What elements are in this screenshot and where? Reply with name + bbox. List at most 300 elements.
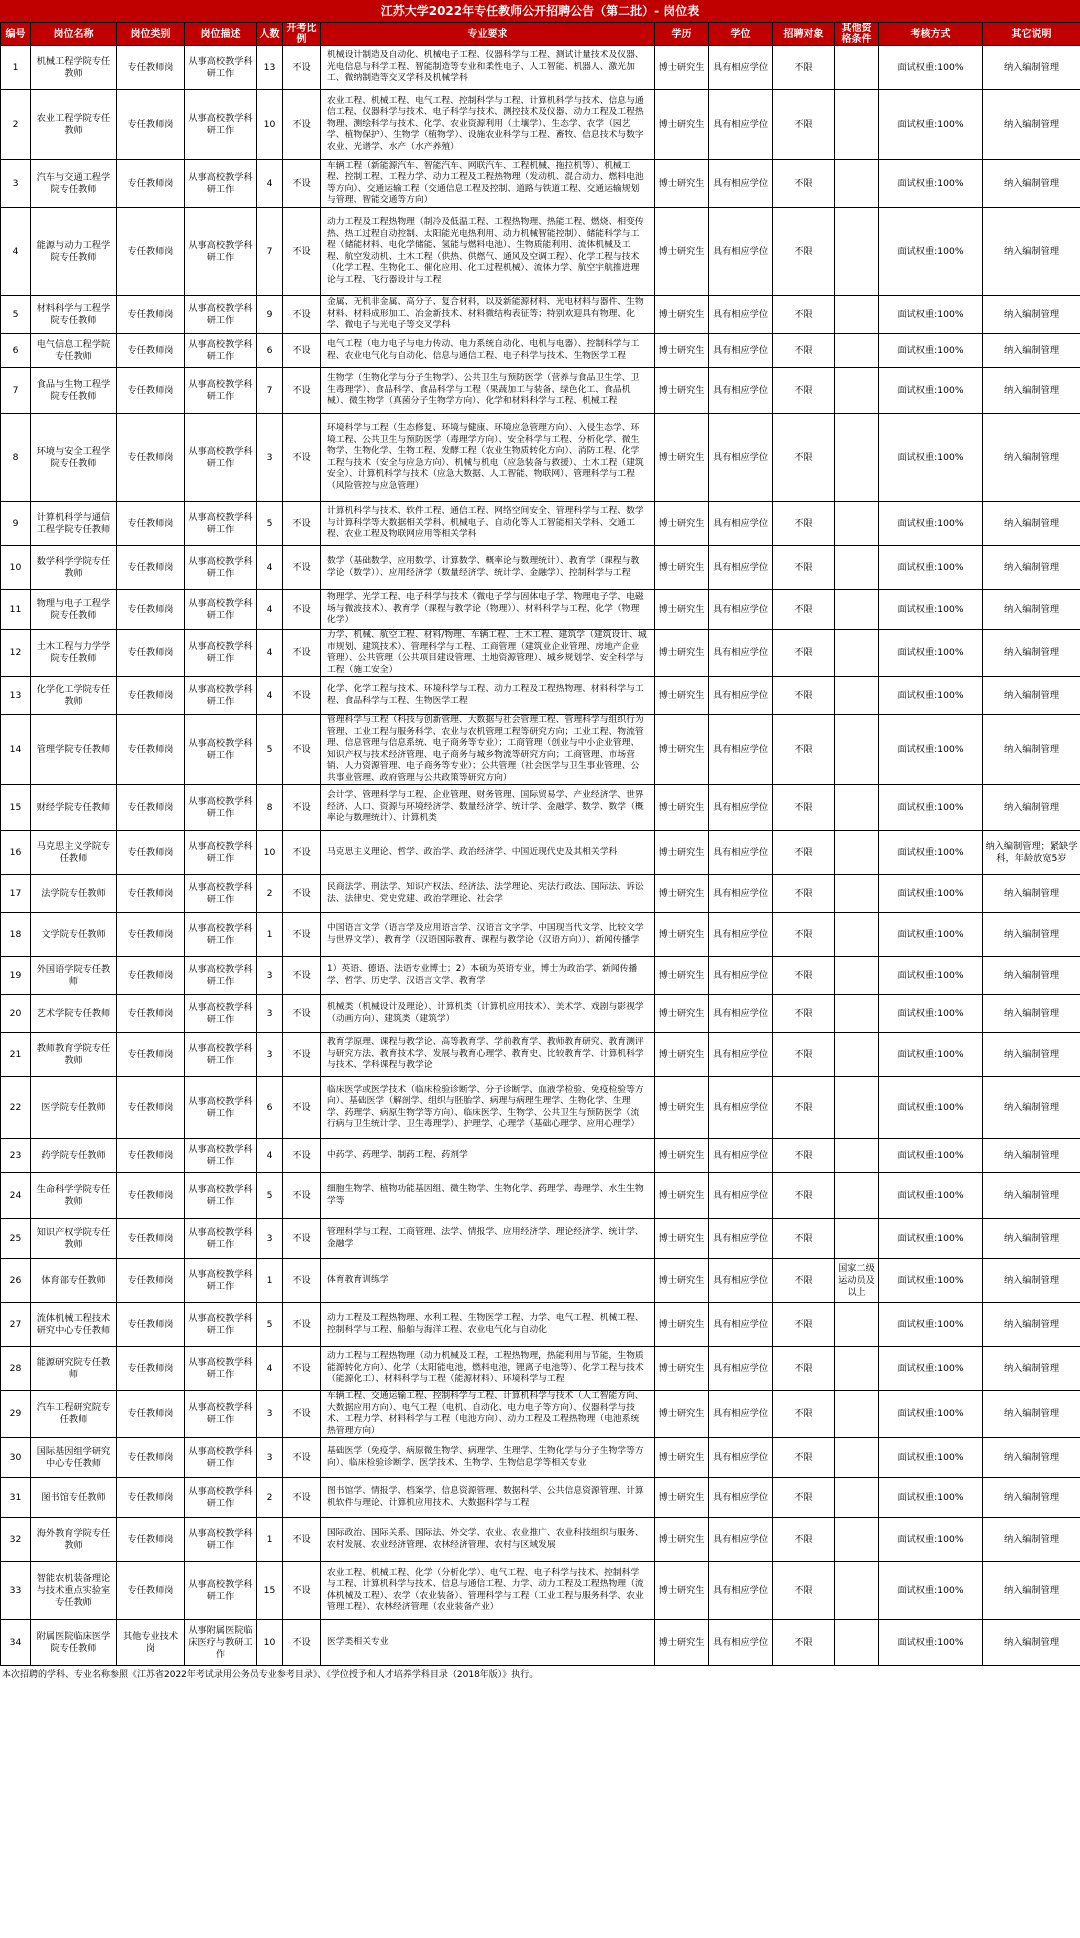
cell-target: 不限 <box>773 590 835 630</box>
cell-headcount: 4 <box>257 590 283 630</box>
cell-target: 不限 <box>773 1077 835 1139</box>
cell-remarks: 纳入编制管理 <box>983 1347 1080 1391</box>
cell-education: 博士研究生 <box>655 785 709 831</box>
cell-position-name: 食品与生物工程学院专任教师 <box>31 368 117 414</box>
cell-number: 14 <box>1 715 31 785</box>
cell-position-name: 药学院专任教师 <box>31 1139 117 1173</box>
cell-description: 从事高校教学科研工作 <box>185 1478 257 1518</box>
cell-target: 不限 <box>773 1173 835 1219</box>
cell-position-name: 能源研究院专任教师 <box>31 1347 117 1391</box>
cell-degree: 具有相应学位 <box>709 1478 773 1518</box>
cell-major-requirement: 马克思主义理论、哲学、政治学、政治经济学、中国近现代史及其相关学科 <box>321 831 655 875</box>
table-row <box>1 296 1080 334</box>
cell-major-requirement: 体育教育训练学 <box>321 1259 655 1303</box>
cell-major-requirement: 医学类相关专业 <box>321 1620 655 1666</box>
cell-description: 从事高校教学科研工作 <box>185 630 257 677</box>
cell-number: 23 <box>1 1139 31 1173</box>
table-title: 江苏大学2022年专任教师公开招聘公告（第二批）- 岗位表 <box>0 0 1080 22</box>
cell-degree: 具有相应学位 <box>709 1077 773 1139</box>
cell-target: 不限 <box>773 160 835 208</box>
cell-major-requirement: 细胞生物学、植物功能基因组、微生物学、生物化学、药理学、毒理学、水生生物学等 <box>321 1173 655 1219</box>
table-row <box>1 1478 1080 1518</box>
cell-description: 从事高校教学科研工作 <box>185 1391 257 1438</box>
cell-headcount: 3 <box>257 1391 283 1438</box>
cell-assessment: 面试权重:100% <box>879 831 983 875</box>
cell-ratio: 不设 <box>283 715 321 785</box>
cell-position-name: 计算机科学与通信工程学院专任教师 <box>31 502 117 546</box>
cell-remarks: 纳入编制管理 <box>983 1033 1080 1077</box>
cell-ratio: 不设 <box>283 208 321 296</box>
cell-assessment: 面试权重:100% <box>879 46 983 90</box>
table-row <box>1 502 1080 546</box>
cell-degree: 具有相应学位 <box>709 46 773 90</box>
cell-other-qualification <box>835 368 879 414</box>
cell-ratio: 不设 <box>283 46 321 90</box>
cell-ratio: 不设 <box>283 1139 321 1173</box>
cell-major-requirement: 管理科学与工程（科技与创新管理、大数据与社会管理工程、管理科学与组织行为管理、工业工程与服务科学、农业与农机管理工程等研究方向；工业工程、物流管理、信息管理与信息系统、电子商务等专业）；工商管理（创业与中小企业管理、知识产权与技术经济管理、电子商务与城乡物流等研究方向；工商管理、市场营销、人力资源管理、电子商务等专业）；公共管理（社会医学与卫生事业管理、公共事业管理、政府管理与公共政策等研究方向） <box>321 715 655 785</box>
cell-ratio: 不设 <box>283 677 321 715</box>
cell-ratio: 不设 <box>283 630 321 677</box>
cell-education: 博士研究生 <box>655 160 709 208</box>
cell-position-name: 国际基因组学研究中心专任教师 <box>31 1438 117 1478</box>
cell-other-qualification <box>835 1620 879 1666</box>
cell-ratio: 不设 <box>283 1620 321 1666</box>
cell-assessment: 面试权重:100% <box>879 1173 983 1219</box>
cell-degree: 具有相应学位 <box>709 630 773 677</box>
cell-assessment: 面试权重:100% <box>879 296 983 334</box>
cell-education: 博士研究生 <box>655 208 709 296</box>
cell-education: 博士研究生 <box>655 1139 709 1173</box>
column-header: 岗位描述 <box>185 23 257 46</box>
cell-target: 不限 <box>773 1518 835 1562</box>
cell-major-requirement: 机械设计制造及自动化、机械电子工程、仪器科学与工程、测试计量技术及仪器、光电信息与科学工程、智能制造等专业和柔性电子、人工智能、机器人、激光加工、微纳制造等交叉学科及机械学科 <box>321 46 655 90</box>
cell-number: 30 <box>1 1438 31 1478</box>
cell-description: 从事高校教学科研工作 <box>185 414 257 502</box>
cell-ratio: 不设 <box>283 913 321 957</box>
cell-position-name: 知识产权学院专任教师 <box>31 1219 117 1259</box>
cell-other-qualification <box>835 46 879 90</box>
cell-ratio: 不设 <box>283 1173 321 1219</box>
cell-ratio: 不设 <box>283 1347 321 1391</box>
cell-assessment: 面试权重:100% <box>879 1478 983 1518</box>
cell-major-requirement: 农业工程、机械工程、化学（分析化学）、电气工程、电子科学与技术、控制科学与工程、计算机科学与技术、信息与通信工程、力学、动力工程及工程热物理（流体机械及工程）、农学（农业装备）、管理科学与工程（工业工程与服务科学、农业管理工程）、农林经济管理（农业装备产业） <box>321 1562 655 1620</box>
cell-degree: 具有相应学位 <box>709 1562 773 1620</box>
cell-ratio: 不设 <box>283 1438 321 1478</box>
cell-target: 不限 <box>773 1562 835 1620</box>
cell-headcount: 3 <box>257 1438 283 1478</box>
cell-degree: 具有相应学位 <box>709 1139 773 1173</box>
cell-major-requirement: 国际政治、国际关系、国际法、外交学、农业、农业推广、农业科技组织与服务、农村发展、农业经济管理、农林经济管理、农村与区域发展 <box>321 1518 655 1562</box>
cell-description: 从事高校教学科研工作 <box>185 208 257 296</box>
cell-number: 28 <box>1 1347 31 1391</box>
cell-category: 专任教师岗 <box>117 913 185 957</box>
cell-other-qualification <box>835 590 879 630</box>
cell-description: 从事高校教学科研工作 <box>185 546 257 590</box>
cell-degree: 具有相应学位 <box>709 1347 773 1391</box>
cell-remarks: 纳入编制管理 <box>983 1391 1080 1438</box>
cell-assessment: 面试权重:100% <box>879 715 983 785</box>
cell-target: 不限 <box>773 546 835 590</box>
cell-position-name: 机械工程学院专任教师 <box>31 46 117 90</box>
cell-remarks: 纳入编制管理 <box>983 1139 1080 1173</box>
cell-remarks: 纳入编制管理 <box>983 1077 1080 1139</box>
cell-category: 专任教师岗 <box>117 90 185 160</box>
cell-assessment: 面试权重:100% <box>879 1391 983 1438</box>
cell-category: 专任教师岗 <box>117 1303 185 1347</box>
cell-position-name: 管理学院专任教师 <box>31 715 117 785</box>
cell-ratio: 不设 <box>283 785 321 831</box>
cell-target: 不限 <box>773 208 835 296</box>
cell-target: 不限 <box>773 1033 835 1077</box>
cell-other-qualification <box>835 1173 879 1219</box>
table-row <box>1 546 1080 590</box>
cell-number: 21 <box>1 1033 31 1077</box>
cell-degree: 具有相应学位 <box>709 90 773 160</box>
cell-remarks: 纳入编制管理 <box>983 208 1080 296</box>
table-row <box>1 46 1080 90</box>
cell-position-name: 汽车工程研究院专任教师 <box>31 1391 117 1438</box>
cell-assessment: 面试权重:100% <box>879 630 983 677</box>
cell-degree: 具有相应学位 <box>709 368 773 414</box>
cell-other-qualification <box>835 1303 879 1347</box>
cell-headcount: 9 <box>257 296 283 334</box>
cell-other-qualification <box>835 1219 879 1259</box>
cell-headcount: 4 <box>257 160 283 208</box>
cell-degree: 具有相应学位 <box>709 957 773 995</box>
cell-education: 博士研究生 <box>655 1391 709 1438</box>
cell-ratio: 不设 <box>283 1219 321 1259</box>
cell-remarks: 纳入编制管理 <box>983 1478 1080 1518</box>
cell-category: 专任教师岗 <box>117 1139 185 1173</box>
cell-headcount: 8 <box>257 785 283 831</box>
cell-category: 专任教师岗 <box>117 334 185 368</box>
cell-other-qualification <box>835 1033 879 1077</box>
cell-remarks: 纳入编制管理 <box>983 1620 1080 1666</box>
cell-target: 不限 <box>773 90 835 160</box>
cell-number: 22 <box>1 1077 31 1139</box>
table-row <box>1 1219 1080 1259</box>
cell-headcount: 4 <box>257 677 283 715</box>
cell-degree: 具有相应学位 <box>709 677 773 715</box>
cell-remarks: 纳入编制管理 <box>983 1562 1080 1620</box>
table-row <box>1 208 1080 296</box>
cell-remarks: 纳入编制管理 <box>983 957 1080 995</box>
table-row <box>1 1518 1080 1562</box>
cell-education: 博士研究生 <box>655 368 709 414</box>
cell-other-qualification <box>835 90 879 160</box>
cell-category: 专任教师岗 <box>117 296 185 334</box>
cell-position-name: 法学院专任教师 <box>31 875 117 913</box>
cell-headcount: 2 <box>257 1478 283 1518</box>
table-row <box>1 1347 1080 1391</box>
cell-target: 不限 <box>773 1347 835 1391</box>
cell-ratio: 不设 <box>283 957 321 995</box>
cell-education: 博士研究生 <box>655 875 709 913</box>
cell-remarks: 纳入编制管理 <box>983 677 1080 715</box>
cell-category: 专任教师岗 <box>117 831 185 875</box>
cell-headcount: 1 <box>257 1518 283 1562</box>
cell-category: 专任教师岗 <box>117 46 185 90</box>
cell-ratio: 不设 <box>283 368 321 414</box>
cell-category: 专任教师岗 <box>117 1347 185 1391</box>
cell-description: 从事高校教学科研工作 <box>185 160 257 208</box>
table-row <box>1 1391 1080 1438</box>
cell-target: 不限 <box>773 831 835 875</box>
cell-degree: 具有相应学位 <box>709 546 773 590</box>
cell-assessment: 面试权重:100% <box>879 1347 983 1391</box>
cell-category: 专任教师岗 <box>117 1259 185 1303</box>
cell-description: 从事高校教学科研工作 <box>185 995 257 1033</box>
cell-remarks: 纳入编制管理 <box>983 90 1080 160</box>
cell-degree: 具有相应学位 <box>709 913 773 957</box>
cell-headcount: 10 <box>257 1620 283 1666</box>
cell-remarks: 纳入编制管理 <box>983 1518 1080 1562</box>
cell-education: 博士研究生 <box>655 334 709 368</box>
cell-major-requirement: 中国语言文学（语言学及应用语言学、汉语言文字学、中国现当代文学、比较文学与世界文学）、教育学（汉语国际教育、课程与教学论（汉语方向））、新闻传播学 <box>321 913 655 957</box>
cell-headcount: 4 <box>257 1139 283 1173</box>
cell-description: 从事高校教学科研工作 <box>185 715 257 785</box>
cell-other-qualification <box>835 1391 879 1438</box>
cell-ratio: 不设 <box>283 502 321 546</box>
cell-remarks: 纳入编制管理 <box>983 875 1080 913</box>
cell-description: 从事高校教学科研工作 <box>185 502 257 546</box>
cell-category: 专任教师岗 <box>117 1173 185 1219</box>
cell-target: 不限 <box>773 630 835 677</box>
cell-other-qualification <box>835 1438 879 1478</box>
cell-other-qualification <box>835 957 879 995</box>
cell-assessment: 面试权重:100% <box>879 90 983 160</box>
cell-major-requirement: 动力工程及工程热物理（制冷及低温工程、工程热物理、热能工程、燃烧、相变传热、热工过程自动控制、太阳能光电热利用、动力机械智能控制）、储能科学与工程（储能材料、电化学储能、氢能与燃料电池）、生物质能利用、流体机械及工程、航空发动机、土木工程（供热、供燃气、通风及空调工程）、化学工程与技术（化学工程、生物化工、催化应用、化工过程机械）、流体力学、航空宇航推进理论与工程、飞行器设计与工程 <box>321 208 655 296</box>
cell-category: 专任教师岗 <box>117 957 185 995</box>
cell-position-name: 物理与电子工程学院专任教师 <box>31 590 117 630</box>
cell-headcount: 4 <box>257 630 283 677</box>
cell-education: 博士研究生 <box>655 715 709 785</box>
cell-major-requirement: 1）英语、德语、法语专业博士；2）本硕为英语专业，博士为政治学、新闻传播学、哲学、历史学、汉语言文学、教育学 <box>321 957 655 995</box>
cell-education: 博士研究生 <box>655 1259 709 1303</box>
cell-position-name: 化学化工学院专任教师 <box>31 677 117 715</box>
column-header: 人数 <box>257 23 283 46</box>
cell-category: 专任教师岗 <box>117 590 185 630</box>
cell-category: 专任教师岗 <box>117 1518 185 1562</box>
cell-target: 不限 <box>773 1139 835 1173</box>
cell-degree: 具有相应学位 <box>709 502 773 546</box>
cell-position-name: 电气信息工程学院专任教师 <box>31 334 117 368</box>
cell-position-name: 海外教育学院专任教师 <box>31 1518 117 1562</box>
cell-ratio: 不设 <box>283 334 321 368</box>
cell-description: 从事高校教学科研工作 <box>185 334 257 368</box>
cell-description: 从事高校教学科研工作 <box>185 1139 257 1173</box>
cell-education: 博士研究生 <box>655 1562 709 1620</box>
cell-category: 专任教师岗 <box>117 1219 185 1259</box>
cell-description: 从事高校教学科研工作 <box>185 913 257 957</box>
cell-number: 29 <box>1 1391 31 1438</box>
cell-assessment: 面试权重:100% <box>879 1139 983 1173</box>
cell-number: 6 <box>1 334 31 368</box>
cell-description: 从事高校教学科研工作 <box>185 296 257 334</box>
cell-assessment: 面试权重:100% <box>879 785 983 831</box>
table-row <box>1 1077 1080 1139</box>
cell-other-qualification <box>835 677 879 715</box>
cell-number: 8 <box>1 414 31 502</box>
cell-number: 19 <box>1 957 31 995</box>
cell-assessment: 面试权重:100% <box>879 1562 983 1620</box>
cell-remarks: 纳入编制管理 <box>983 160 1080 208</box>
table-row <box>1 913 1080 957</box>
cell-number: 12 <box>1 630 31 677</box>
cell-degree: 具有相应学位 <box>709 1391 773 1438</box>
table-row <box>1 1033 1080 1077</box>
cell-position-name: 财经学院专任教师 <box>31 785 117 831</box>
table-row <box>1 677 1080 715</box>
cell-other-qualification <box>835 913 879 957</box>
cell-number: 15 <box>1 785 31 831</box>
cell-remarks: 纳入编制管理 <box>983 296 1080 334</box>
cell-ratio: 不设 <box>283 160 321 208</box>
cell-other-qualification <box>835 1347 879 1391</box>
cell-headcount: 6 <box>257 334 283 368</box>
cell-major-requirement: 图书馆学、情报学、档案学、信息资源管理、数据科学、公共信息资源管理、计算机软件与理论、计算机应用技术、大数据科学与工程 <box>321 1478 655 1518</box>
table-row <box>1 1438 1080 1478</box>
cell-major-requirement: 金属、无机非金属、高分子、复合材料，以及新能源材料、光电材料与器件、生物材料、材料成形加工、冶金新技术、材料微结构表征等；特别欢迎具有物理、化学、微电子与光电子等交叉学科 <box>321 296 655 334</box>
cell-major-requirement: 机械类（机械设计及理论）、计算机类（计算机应用技术）、美术学、戏剧与影视学（动画方向）、建筑类（建筑学） <box>321 995 655 1033</box>
cell-category: 专任教师岗 <box>117 160 185 208</box>
table-row <box>1 875 1080 913</box>
cell-category: 专任教师岗 <box>117 875 185 913</box>
cell-education: 博士研究生 <box>655 546 709 590</box>
cell-education: 博士研究生 <box>655 1347 709 1391</box>
cell-ratio: 不设 <box>283 875 321 913</box>
cell-education: 博士研究生 <box>655 1478 709 1518</box>
cell-degree: 具有相应学位 <box>709 1219 773 1259</box>
cell-headcount: 3 <box>257 995 283 1033</box>
cell-position-name: 医学院专任教师 <box>31 1077 117 1139</box>
cell-description: 从事高校教学科研工作 <box>185 1173 257 1219</box>
cell-category: 专任教师岗 <box>117 1562 185 1620</box>
cell-headcount: 10 <box>257 831 283 875</box>
cell-headcount: 7 <box>257 368 283 414</box>
cell-degree: 具有相应学位 <box>709 785 773 831</box>
cell-target: 不限 <box>773 1303 835 1347</box>
cell-headcount: 3 <box>257 1219 283 1259</box>
cell-ratio: 不设 <box>283 1077 321 1139</box>
cell-degree: 具有相应学位 <box>709 1259 773 1303</box>
cell-major-requirement: 车辆工程（新能源汽车、智能汽车、网联汽车、工程机械、拖拉机等）、机械工程、控制工程、工程力学、动力工程及工程热物理（发动机、混合动力、燃料电池等方向）、交通运输工程（交通信息工程及控制、道路与铁道工程、交通运输规划与管理、智能交通等方向） <box>321 160 655 208</box>
cell-degree: 具有相应学位 <box>709 875 773 913</box>
cell-number: 2 <box>1 90 31 160</box>
column-header: 学位 <box>709 23 773 46</box>
cell-other-qualification <box>835 715 879 785</box>
cell-education: 博士研究生 <box>655 1219 709 1259</box>
cell-description: 从事高校教学科研工作 <box>185 875 257 913</box>
cell-other-qualification <box>835 296 879 334</box>
cell-major-requirement: 电气工程（电力电子与电力传动、电力系统自动化、电机与电器）、控制科学与工程、农业电气化与自动化、信息与通信工程、电子科学与技术、生物医学工程 <box>321 334 655 368</box>
cell-major-requirement: 数学（基础数学、应用数学、计算数学、概率论与数理统计）、教育学（课程与教学论（数学））、应用经济学（数量经济学、统计学、金融学）、控制科学与工程 <box>321 546 655 590</box>
cell-position-name: 流体机械工程技术研究中心专任教师 <box>31 1303 117 1347</box>
cell-remarks: 纳入编制管理 <box>983 414 1080 502</box>
cell-education: 博士研究生 <box>655 90 709 160</box>
cell-assessment: 面试权重:100% <box>879 160 983 208</box>
cell-assessment: 面试权重:100% <box>879 1077 983 1139</box>
cell-major-requirement: 民商法学、刑法学、知识产权法、经济法、法学理论、宪法行政法、国际法、诉讼法、法律史、党史党建、政治学理论、社会学 <box>321 875 655 913</box>
cell-headcount: 7 <box>257 208 283 296</box>
cell-education: 博士研究生 <box>655 590 709 630</box>
cell-assessment: 面试权重:100% <box>879 1219 983 1259</box>
cell-other-qualification <box>835 334 879 368</box>
cell-remarks: 纳入编制管理 <box>983 590 1080 630</box>
table-row <box>1 1620 1080 1666</box>
cell-ratio: 不设 <box>283 414 321 502</box>
cell-major-requirement: 力学、机械、航空工程、材料/物理、车辆工程、土木工程、建筑学（建筑设计、城市规划、建筑技术）、管理科学与工程、工商管理（建筑业企业管理、房地产企业管理）、公共管理（公共项目建设管理、土地资源管理）、城乡规划学、安全科学与工程（施工安全） <box>321 630 655 677</box>
cell-number: 10 <box>1 546 31 590</box>
cell-other-qualification <box>835 831 879 875</box>
cell-remarks: 纳入编制管理 <box>983 715 1080 785</box>
cell-target: 不限 <box>773 1219 835 1259</box>
cell-number: 32 <box>1 1518 31 1562</box>
cell-target: 不限 <box>773 46 835 90</box>
cell-number: 7 <box>1 368 31 414</box>
table-row <box>1 1562 1080 1620</box>
cell-target: 不限 <box>773 296 835 334</box>
cell-remarks: 纳入编制管理 <box>983 1303 1080 1347</box>
cell-other-qualification <box>835 995 879 1033</box>
cell-description: 从事高校教学科研工作 <box>185 1562 257 1620</box>
cell-education: 博士研究生 <box>655 1033 709 1077</box>
cell-degree: 具有相应学位 <box>709 715 773 785</box>
table-row <box>1 1173 1080 1219</box>
cell-major-requirement: 中药学、药理学、制药工程、药剂学 <box>321 1139 655 1173</box>
cell-description: 从事高校教学科研工作 <box>185 1219 257 1259</box>
cell-education: 博士研究生 <box>655 831 709 875</box>
cell-description: 从事高校教学科研工作 <box>185 785 257 831</box>
cell-headcount: 6 <box>257 1077 283 1139</box>
cell-major-requirement: 临床医学或医学技术（临床检验诊断学、分子诊断学、血液学检验、免疫检验等方向）、基础医学（解剖学、组织与胚胎学、病理与病理生理学、生物化学、生理学、药理学、病原生物学等方向）、临床医学、生物学、公共卫生与预防医学（流行病与卫生统计学、卫生毒理学）、护理学、心理学（基础心理学、应用心理学） <box>321 1077 655 1139</box>
cell-degree: 具有相应学位 <box>709 160 773 208</box>
table-row <box>1 715 1080 785</box>
cell-assessment: 面试权重:100% <box>879 1033 983 1077</box>
cell-other-qualification <box>835 546 879 590</box>
cell-remarks: 纳入编制管理 <box>983 1259 1080 1303</box>
cell-degree: 具有相应学位 <box>709 334 773 368</box>
cell-description: 从事高校教学科研工作 <box>185 1259 257 1303</box>
cell-ratio: 不设 <box>283 1259 321 1303</box>
cell-other-qualification <box>835 785 879 831</box>
cell-category: 专任教师岗 <box>117 502 185 546</box>
cell-education: 博士研究生 <box>655 502 709 546</box>
cell-target: 不限 <box>773 913 835 957</box>
cell-major-requirement: 环境科学与工程（生态修复、环境与健康、环境应急管理方向）、入侵生态学、环境工程、公共卫生与预防医学（毒理学方向）、安全科学与工程、分析化学、微生物学、生物化学、生物工程、发酵工程（农业生物质转化方向）、消防工程、化学工程与技术（安全与应急方向）、机械与机电（应急装备与救援）、土木工程（建筑安全）、计算机科学与技术（应急大数据、人工智能、物联网）、管理科学与工程（风险管控与应急管理） <box>321 414 655 502</box>
cell-number: 5 <box>1 296 31 334</box>
cell-target: 不限 <box>773 1620 835 1666</box>
table-row <box>1 1139 1080 1173</box>
cell-headcount: 1 <box>257 1259 283 1303</box>
cell-assessment: 面试权重:100% <box>879 677 983 715</box>
cell-target: 不限 <box>773 368 835 414</box>
cell-target: 不限 <box>773 1478 835 1518</box>
cell-ratio: 不设 <box>283 831 321 875</box>
cell-remarks: 纳入编制管理 <box>983 1438 1080 1478</box>
cell-degree: 具有相应学位 <box>709 1173 773 1219</box>
cell-major-requirement: 动力工程及工程热物理、水利工程、生物医学工程、力学、电气工程、机械工程、控制科学与工程、船舶与海洋工程、农业电气化与自动化 <box>321 1303 655 1347</box>
column-header: 其他资格条件 <box>835 23 879 46</box>
cell-other-qualification <box>835 1478 879 1518</box>
cell-position-name: 马克思主义学院专任教师 <box>31 831 117 875</box>
cell-number: 26 <box>1 1259 31 1303</box>
cell-assessment: 面试权重:100% <box>879 1438 983 1478</box>
cell-number: 1 <box>1 46 31 90</box>
cell-degree: 具有相应学位 <box>709 1438 773 1478</box>
cell-assessment: 面试权重:100% <box>879 334 983 368</box>
cell-degree: 具有相应学位 <box>709 1303 773 1347</box>
